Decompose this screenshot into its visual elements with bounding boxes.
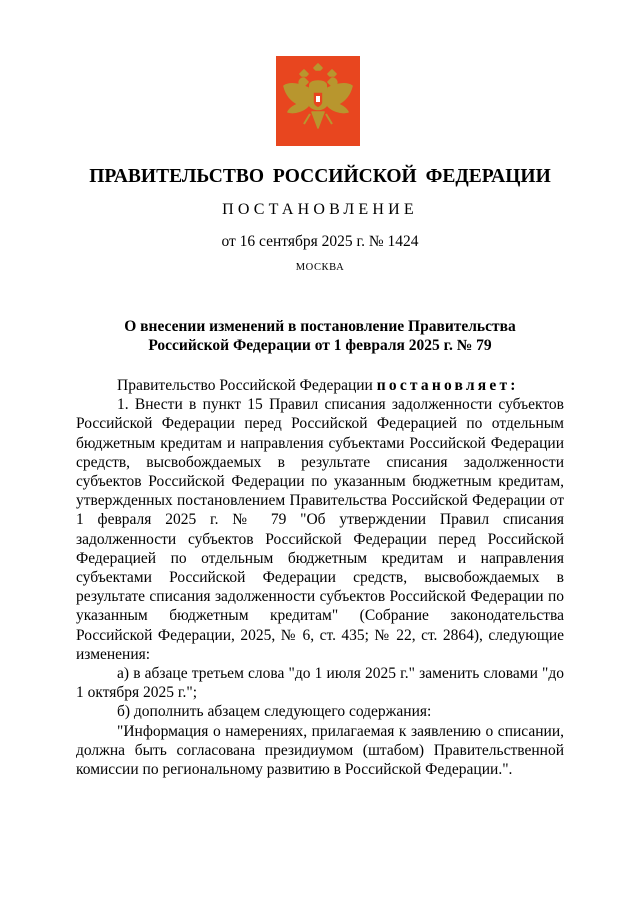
government-name: ПРАВИТЕЛЬСТВО РОССИЙСКОЙ ФЕДЕРАЦИИ bbox=[89, 166, 551, 187]
subclause-a-paragraph: а) в абзаце третьем слова "до 1 июля 2025 г." заменить словами "до 1 октября 2025 г."; bbox=[76, 665, 564, 702]
clause-1-paragraph: 1. Внести в пункт 15 Правил списания задолженности субъектов Российской Федерации перед Российской Федерацией по отдельным бюджетным кредитам и направления субъектами Российской Федерации средств, высвобождаемых в результате списания задолженности субъектов Российской Федерации по указанным бюджетным кредитам, утвержденных постановлением Правительства Российской Федерации от 1 февраля 2025 г. № 79 "Об утверждении Правил списания задолженности субъектов Российской Федерации перед Российской Федерацией по отдельным бюджетным кредитам и направления субъектами Российской Федерации средств, высвобождаемых в результате списания задолженности субъектов Российской Федерации по указанным бюджетным кредитам" (Собрание законодательства Российской Федерации, 2025, № 6, ст. 435; № 22, ст. 2864), следующие изменения: bbox=[76, 396, 564, 663]
double-headed-eagle-icon bbox=[276, 56, 360, 146]
subclause-b-paragraph: б) дополнить абзацем следующего содержания: bbox=[117, 703, 432, 721]
document-date-number: от 16 сентября 2025 г. № 1424 bbox=[221, 233, 419, 250]
document-type: ПОСТАНОВЛЕНИЕ bbox=[222, 201, 418, 218]
document-title-line-1: О внесении изменений в постановление Правительства bbox=[124, 318, 516, 335]
quoted-text-paragraph: "Информация о намерениях, прилагаемая к заявлению о списании, должна быть согласована президиумом (штабом) Правительственной комиссии по региональному развитию в Российской Федерации.". bbox=[76, 722, 564, 779]
intro-paragraph bbox=[76, 376, 564, 395]
intro-text: Правительство Российской Федерации bbox=[117, 377, 377, 394]
document-city: МОСКВА bbox=[295, 262, 345, 273]
document-body bbox=[76, 376, 564, 779]
coat-of-arms-emblem bbox=[276, 56, 360, 146]
resolves-word: постановляет: bbox=[376, 377, 519, 394]
document-title bbox=[60, 317, 580, 355]
document-title-line-2: Российской Федерации от 1 февраля 2025 г. № 79 bbox=[148, 337, 492, 354]
